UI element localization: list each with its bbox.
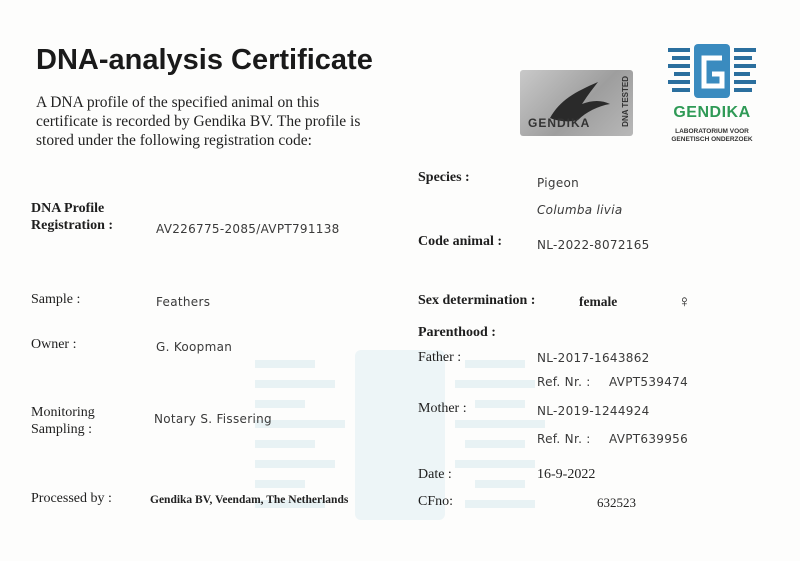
monitoring-value: Notary S. Fissering bbox=[154, 412, 272, 426]
gendika-logo-icon bbox=[666, 44, 758, 102]
species-label: Species : bbox=[418, 170, 470, 185]
dna-registration-label: Registration : bbox=[31, 218, 114, 233]
father-ref-value: AVPT539474 bbox=[609, 375, 689, 389]
sex-determination-label: Sex determination : bbox=[418, 293, 536, 308]
gendika-logo bbox=[666, 44, 758, 152]
female-symbol-icon: ♀ bbox=[678, 292, 691, 311]
mother-label: Mother : bbox=[418, 401, 467, 416]
intro-paragraph: A DNA profile of the specified animal on this certificate is recorded by Gendika BV. The profile is stored under the following registration code: bbox=[36, 94, 361, 149]
parenthood-label: Parenthood : bbox=[418, 325, 496, 340]
dna-registration-value: AV226775-2085/AVPT791138 bbox=[156, 222, 340, 236]
sex-value: female bbox=[579, 294, 618, 309]
processed-by-value: Gendika BV, Veendam, The Netherlands bbox=[150, 494, 349, 506]
date-value: 16-9-2022 bbox=[537, 467, 596, 482]
code-animal-label: Code animal : bbox=[418, 234, 502, 249]
dna-profile-label: DNA Profile bbox=[31, 201, 105, 216]
mother-ref-label: Ref. Nr. : bbox=[537, 432, 591, 446]
logo-subtitle bbox=[666, 128, 758, 144]
cfno-label: CFno: bbox=[418, 494, 454, 509]
owner-value: G. Koopman bbox=[156, 340, 233, 354]
cfno-value: 632523 bbox=[597, 495, 636, 510]
species-value: Pigeon bbox=[537, 176, 580, 190]
date-label: Date : bbox=[418, 467, 452, 482]
father-label: Father : bbox=[418, 350, 462, 365]
father-ref-label: Ref. Nr. : bbox=[537, 375, 591, 389]
father-value: NL-2017-1643862 bbox=[537, 351, 650, 365]
logo-name: GENDIKA bbox=[673, 104, 751, 121]
mother-value: NL-2019-1244924 bbox=[537, 404, 650, 418]
stamp-brand: GENDIKA bbox=[528, 116, 591, 130]
dna-tested-stamp bbox=[520, 70, 633, 136]
species-latin-value: Columba livia bbox=[537, 203, 623, 217]
page-title: DNA-analysis Certificate bbox=[36, 44, 373, 76]
monitoring-label: Monitoring bbox=[31, 405, 95, 420]
mother-ref-value: AVPT639956 bbox=[609, 432, 689, 446]
stamp-side-text: DNA TESTED bbox=[621, 76, 630, 127]
sample-value: Feathers bbox=[156, 295, 211, 309]
sampling-label: Sampling : bbox=[31, 422, 93, 437]
sample-label: Sample : bbox=[31, 292, 81, 307]
owner-label: Owner : bbox=[31, 337, 77, 352]
code-animal-value: NL-2022-8072165 bbox=[537, 238, 650, 252]
processed-by-label: Processed by : bbox=[31, 491, 112, 506]
logo-subtitle-line-1: LABORATORIUM VOOR bbox=[675, 128, 749, 135]
logo-subtitle-line-2: GENETISCH ONDERZOEK bbox=[671, 136, 753, 143]
